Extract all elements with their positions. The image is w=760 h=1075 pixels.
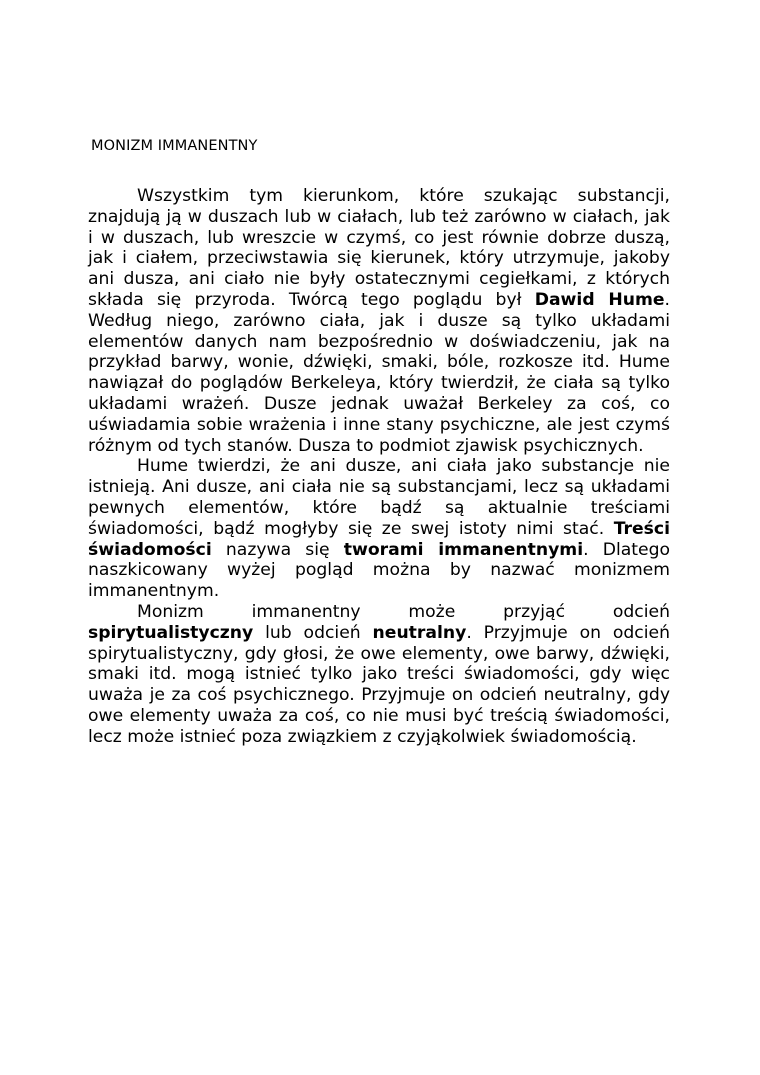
bold-term: neutralny (372, 622, 467, 643)
text-run: Wszystkim tym kierunkom, które szukając substancji, znajdują ją w duszach lub w ciałach, lub też zarówno w ciałach, jak i w duszach, lub wreszcie w czymś, co jest równie dobrze duszą, jak i ciałem, przeciwstawia się kierunek, który utrzymuje, jakoby ani dusza, ani ciało nie były ostatecznymi cegiełkami, z których składa się przyroda. Twórcą tego poglądu był (88, 186, 670, 310)
paragraph (88, 456, 670, 602)
bold-term: Dawid Hume (534, 289, 665, 310)
bold-term: spirytualistyczny (88, 622, 254, 643)
bold-term: tworami immanentnymi (343, 539, 584, 560)
paragraph (88, 602, 670, 748)
paragraph (88, 186, 670, 456)
document-title: MONIZM IMMANENTNY (91, 138, 258, 154)
text-run: lub odcień (253, 622, 373, 643)
text-run: . Przyjmuje on odcień spirytualistyczny, gdy głosi, że owe elementy, owe barwy, dźwięki, smaki itd. mogą istnieć tylko jako treści świadomości, gdy więc uważa je za coś psychicznego. Przyjmuje on odcień neutralny, gdy owe elementy uważa za coś, co nie musi być treścią świadomości, lecz może istnieć poza związkiem z czyjąkolwiek świadomością. (88, 622, 670, 747)
text-run: . Dlatego naszkicowany wyżej pogląd można by nazwać monizmem immanentnym. (88, 539, 670, 602)
document-body (88, 186, 670, 748)
text-run: . Według niego, zarówno ciała, jak i dusze są tylko układami elementów danych nam bezpośrednio w doświadczeniu, jak na przykład barwy, wonie, dźwięki, smaki, bóle, rozkosze itd. Hume nawiązał do poglądów Berkeleya, który twierdził, że ciała są tylko układami wrażeń. Dusze jednak uważał Berkeley za coś, co uświadamia sobie wrażenia i inne stany psychiczne, ale jest czymś różnym od tych stanów. Dusza to podmiot zjawisk psychicznych. (88, 289, 670, 456)
text-run: Hume twierdzi, że ani dusze, ani ciała jako substancje nie istnieją. Ani dusze, ani ciała nie są substancjami, lecz są układami pewnych elementów, które bądź są aktualnie treściami świadomości, bądź mogłyby się ze swej istoty nimi stać. (88, 456, 670, 539)
text-run: nazywa się (211, 539, 344, 560)
bold-term: Treści świadomości (88, 518, 670, 560)
text-run: Monizm immanentny może przyjąć odcień (137, 601, 670, 622)
